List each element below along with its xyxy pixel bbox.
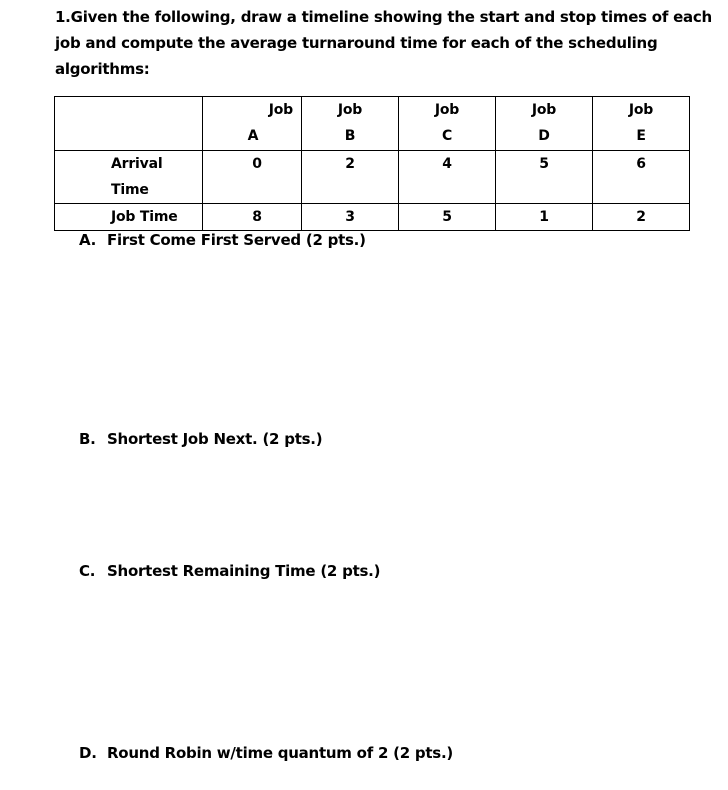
part-c	[79, 562, 380, 580]
jobtime-job-d: 1	[496, 204, 593, 231]
arrival-job-b: 2	[302, 151, 399, 204]
table-header-row	[55, 97, 690, 151]
header-job-e-letter: E	[636, 128, 646, 144]
part-a	[79, 231, 366, 249]
part-d-text: Round Robin w/time quantum of 2 (2 pts.)	[107, 744, 454, 762]
arrival-job-d: 5	[496, 151, 593, 204]
table-row-jobtime	[55, 204, 690, 231]
question-text	[55, 4, 712, 82]
question-line-1: 1.Given the following, draw a timeline showing the start and stop times of each	[55, 8, 712, 26]
jobtime-job-a: 8	[203, 204, 302, 231]
jobtime-job-b: 3	[302, 204, 399, 231]
jobtime-label: Job Time	[55, 204, 203, 231]
part-b	[79, 430, 322, 448]
header-job-c-word: Job	[434, 102, 460, 118]
header-job-b-word: Job	[337, 102, 363, 118]
arrival-job-e: 6	[593, 151, 690, 204]
header-job-a-word: Job	[268, 102, 293, 118]
jobs-table	[54, 96, 690, 231]
header-job-b-letter: B	[344, 128, 356, 144]
header-job-a	[203, 97, 302, 151]
part-a-text: First Come First Served (2 pts.)	[107, 231, 366, 249]
part-b-text: Shortest Job Next. (2 pts.)	[107, 430, 323, 448]
arrival-label	[55, 151, 203, 204]
header-job-d	[496, 97, 593, 151]
part-b-tag: B.	[79, 430, 96, 448]
part-d	[79, 744, 453, 762]
question-line-3: algorithms:	[55, 60, 150, 78]
table-row-arrival	[55, 151, 690, 204]
arrival-label-line-1: Arrival	[111, 156, 163, 172]
arrival-job-c: 4	[399, 151, 496, 204]
header-job-c	[399, 97, 496, 151]
part-c-text: Shortest Remaining Time (2 pts.)	[107, 562, 381, 580]
header-empty-cell	[55, 97, 203, 151]
part-c-tag: C.	[79, 562, 96, 580]
header-job-e	[593, 97, 690, 151]
header-job-b	[302, 97, 399, 151]
header-job-c-letter: C	[441, 128, 453, 144]
jobtime-job-e: 2	[593, 204, 690, 231]
header-job-d-word: Job	[531, 102, 557, 118]
header-job-e-word: Job	[628, 102, 654, 118]
part-a-tag: A.	[79, 231, 97, 249]
part-d-tag: D.	[79, 744, 97, 762]
arrival-job-a: 0	[203, 151, 302, 204]
jobtime-job-c: 5	[399, 204, 496, 231]
header-job-a-letter: A	[247, 128, 259, 144]
arrival-label-line-2: Time	[111, 182, 149, 198]
header-job-d-letter: D	[538, 128, 550, 144]
question-line-2: job and compute the average turnaround time for each of the scheduling	[55, 34, 658, 52]
